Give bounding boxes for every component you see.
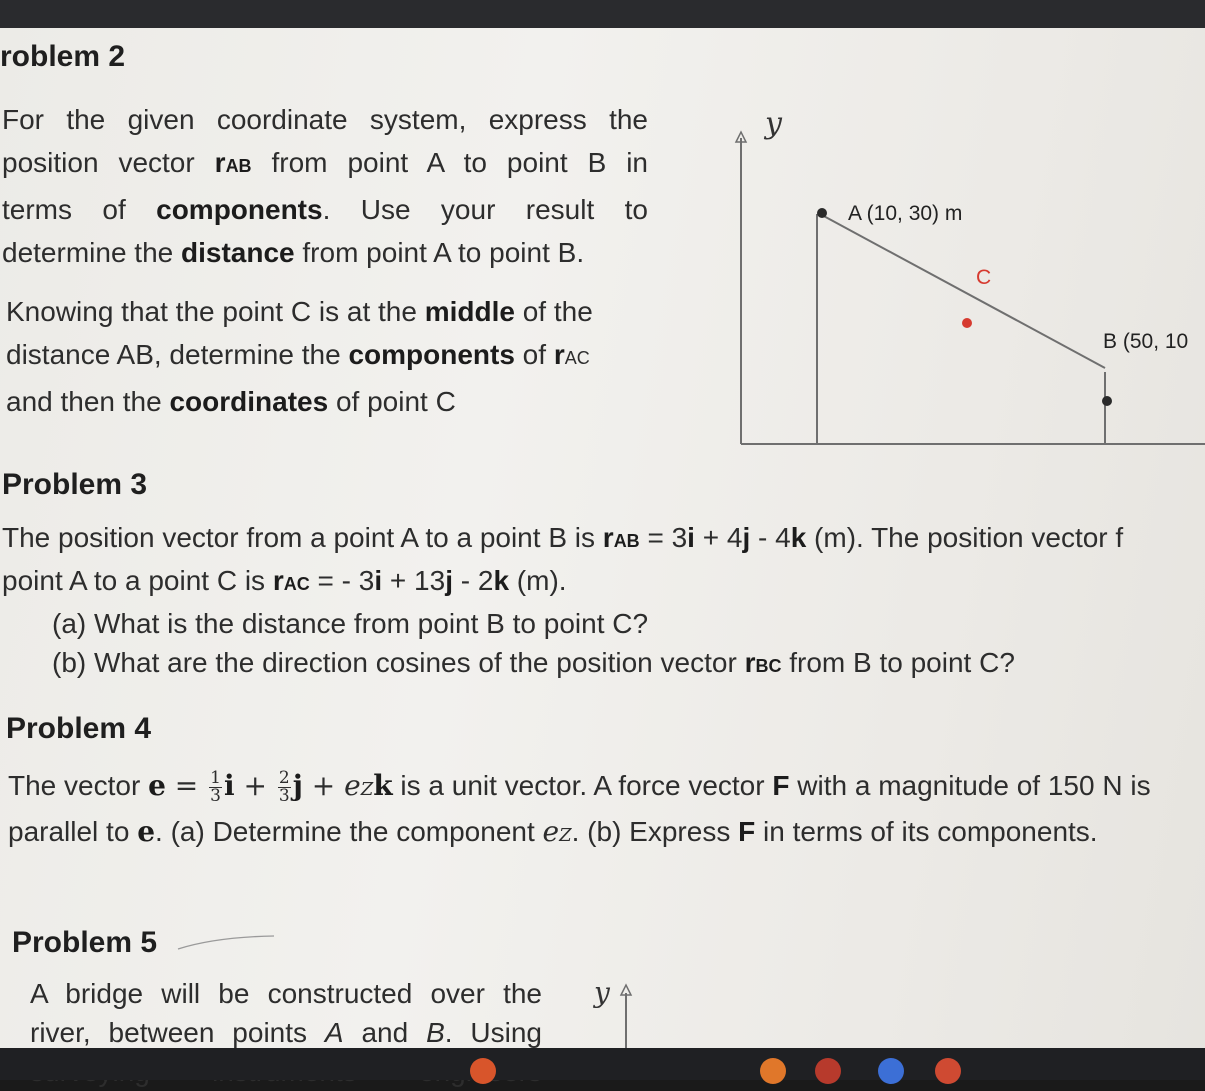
fraction-two-thirds: $\frac{2}{3}$ <box>278 768 290 807</box>
segment-ab <box>820 214 1105 368</box>
problem3-question-a: (a) What is the distance from point B to point C? <box>52 608 649 639</box>
point-b-marker <box>1102 396 1112 406</box>
taskbar-app-icon[interactable] <box>760 1058 786 1084</box>
problem2-line4: determine the distance from point A to point B. <box>2 237 585 268</box>
point-c-label: C <box>976 266 992 289</box>
taskbar-app-icon[interactable] <box>470 1058 496 1084</box>
point-b-label: B (50, 10 <box>1103 330 1189 353</box>
taskbar-app-icon[interactable] <box>815 1058 841 1084</box>
top-bezel <box>0 0 1205 30</box>
point-a-label: A (10, 30) m <box>848 202 963 225</box>
taskbar-app-icon[interactable] <box>878 1058 904 1084</box>
problem2-line2: position vector rAB from point A to point B in <box>2 147 648 178</box>
problem2-line6: distance AB, determine the components of rAC <box>6 339 590 370</box>
taskbar <box>0 1048 1205 1080</box>
problem3-text <box>2 518 1123 686</box>
problem4-line2: parallel to e. (a) Determine the component eZ. (b) Express F in terms of its components. <box>8 815 1098 848</box>
figure-y-label: y <box>765 106 782 141</box>
problem5-y-axis <box>616 983 636 1053</box>
fraction-one-third: $\frac{1}{3}$ <box>210 768 221 807</box>
problem5-line2: river, between points A and B. Using <box>30 1017 542 1048</box>
point-c-marker <box>962 318 972 328</box>
problem3-question-b: (b) What are the direction cosines of the position vector rBC from B to point C? <box>52 647 1015 678</box>
problem3-heading: Problem 3 <box>2 468 148 501</box>
document-page <box>0 28 1205 1050</box>
problem2-line3: terms of components. Use your result to <box>2 194 648 225</box>
problem2-heading: roblem 2 <box>0 40 126 73</box>
problem2-text <box>2 98 648 274</box>
problem3-line1: The position vector from a point A to a point B is rAB = 3i + 4j - 4k (m). The position vector f <box>2 522 1124 553</box>
taskbar-app-icon[interactable] <box>935 1058 961 1084</box>
point-a-marker <box>817 208 827 218</box>
pen-mark <box>176 933 276 953</box>
problem5-line1: A bridge will be constructed over the <box>30 978 542 1009</box>
problem2-line7: and then the coordinates of point C <box>6 386 456 417</box>
problem4-heading: Problem 4 <box>6 712 152 745</box>
problem3-line2: point A to a point C is rAC = - 3i + 13j - 2k (m). <box>2 565 567 596</box>
problem5-heading: Problem 5 <box>12 926 158 959</box>
problem4-line1: The vector e = $\frac{1}{3}$ i + $\frac{2}{3}$ j + eZk is a unit vector. A force vector F with a magnitude of 150 N is <box>8 768 1151 807</box>
problem5-y-label: y <box>594 976 610 1009</box>
problem2-line5: Knowing that the point C is at the middle of the <box>6 296 593 327</box>
problem2-line1: For the given coordinate system, express the <box>2 104 648 135</box>
problem2-text-2 <box>6 290 646 423</box>
coordinate-figure <box>700 98 1205 498</box>
